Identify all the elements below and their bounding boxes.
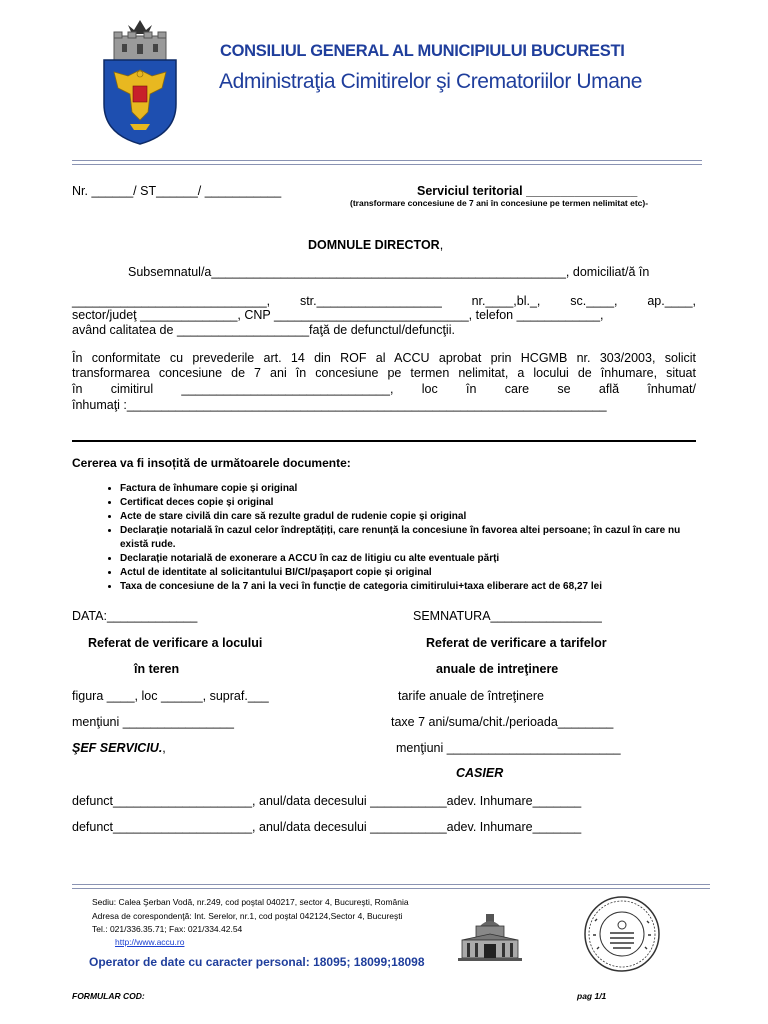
form-code: FORMULAR COD:: [72, 991, 145, 1001]
website-link[interactable]: http://www.accu.ro: [115, 937, 185, 947]
form-line-quality: având calitatea de ___________________faţă de defunctul/defuncţii.: [72, 323, 455, 337]
territorial-service-note: (transformare concesiune de 7 ani în concesiune pe termen nelimitat etc)-: [350, 198, 649, 208]
date-field: DATA:_____________: [72, 609, 198, 623]
documents-heading: Cererea va fi insoțită de următoarele documente:: [72, 456, 351, 470]
coat-of-arms-logo: [100, 16, 180, 146]
request-paragraph-line3: în cimitirul ______________________________, loc în care se află înhumat/: [72, 382, 696, 396]
annual-tariffs-label: tarife anuale de întreţinere: [398, 689, 544, 703]
right-notes-field: menţiuni _________________________: [396, 741, 621, 755]
header-divider: [72, 160, 702, 165]
form-line-address: ____________________________, str.__________________ nr.____,bl._, sc.____, ap.____,: [72, 294, 696, 308]
request-paragraph-line2: transformarea concesiune de 7 ani în concesiune pe termen nelimitat, a locului de înhumare, situat: [72, 366, 696, 380]
request-paragraph-line4: înhumaţi :_____________________________________________________________________: [72, 398, 607, 412]
chapel-building-icon: [458, 912, 522, 962]
list-item: • Taxa de concesiune de la 7 ani la veci în funcție de categoria cimitirului+taxa eliberare act de 68,27 lei: [120, 580, 740, 594]
registration-number: Nr. ______/ ST______/ ___________: [72, 184, 282, 198]
signature-field: SEMNATURA________________: [413, 609, 602, 623]
list-item: • Declarație notarială în cazul celor îndreptățiți, care renunță la concesiune în favorea altei persoane; în cazul în care nu există rude.: [120, 524, 740, 552]
plot-figure-field: figura ____, loc ______, supraf.___: [72, 689, 269, 703]
list-item: • Actul de identitate al solicitantului BI/CI/pașaport copie și original: [120, 566, 740, 580]
form-line-sector: sector/judeţ ______________, CNP ____________________________, telefon ____________,: [72, 308, 604, 322]
tariff-check-subtitle: anuale de intreţinere: [436, 662, 559, 676]
deceased-row-2: defunct____________________, anul/data decesului ___________adev. Inhumare_______: [72, 820, 582, 834]
documents-list: [90, 482, 740, 594]
fees-field: taxe 7 ani/suma/chit./perioada________: [391, 715, 614, 729]
list-item: • Certificat deces copie și original: [120, 496, 740, 510]
service-chief-label: ŞEF SERVICIU.,: [72, 741, 166, 755]
address-correspondence: Adresa de corespondenţă: Int. Serelor, nr.1, cod poştal 042124,Sector 4, Bucureşti: [92, 911, 403, 921]
salutation: DOMNULE DIRECTOR,: [308, 238, 444, 252]
location-check-title: Referat de verificare a locului: [88, 636, 263, 650]
cashier-label: CASIER: [456, 766, 504, 780]
address-headquarters: Sediu: Calea Şerban Vodă, nr.249, cod poştal 040217, sector 4, Bucureşti, România: [92, 897, 409, 907]
certification-seal-icon: [583, 895, 661, 973]
page-number: pag 1/1: [577, 991, 607, 1001]
administration-title: Administraţia Cimitirelor şi Crematoriilor Umane: [219, 70, 643, 93]
location-check-subtitle: în teren: [134, 662, 180, 676]
left-notes-field: menţiuni ________________: [72, 715, 234, 729]
request-paragraph-line1: În conformitate cu prevederile art. 14 din ROF al ACCU aprobat prin HCGMB nr. 303/2003, solicit: [72, 351, 696, 365]
list-item: • Acte de stare civilă din care să rezulte gradul de rudenie copie și original: [120, 510, 740, 524]
phone-fax: Tel.: 021/336.35.71; Fax: 021/334.42.54: [92, 924, 243, 934]
footer-divider: [72, 884, 710, 889]
list-item: • Factura de înhumare copie și original: [120, 482, 740, 496]
tariff-check-title: Referat de verificare a tarifelor: [426, 636, 607, 650]
territorial-service: Serviciul teritorial ________________: [417, 184, 638, 198]
form-line-name: Subsemnatul/a___________________________________________________, domiciliat/ă în: [128, 265, 650, 279]
council-title: CONSILIUL GENERAL AL MUNICIPIULUI BUCURESTI: [220, 42, 625, 60]
data-operator-note: Operator de date cu caracter personal: 18095; 18099;18098: [89, 955, 425, 969]
list-item: • Declarație notarială de exonerare a ACCU în caz de litigiu cu alte eventuale părți: [120, 552, 740, 566]
section-divider: [72, 440, 696, 442]
deceased-row-1: defunct____________________, anul/data decesului ___________adev. Inhumare_______: [72, 794, 582, 808]
